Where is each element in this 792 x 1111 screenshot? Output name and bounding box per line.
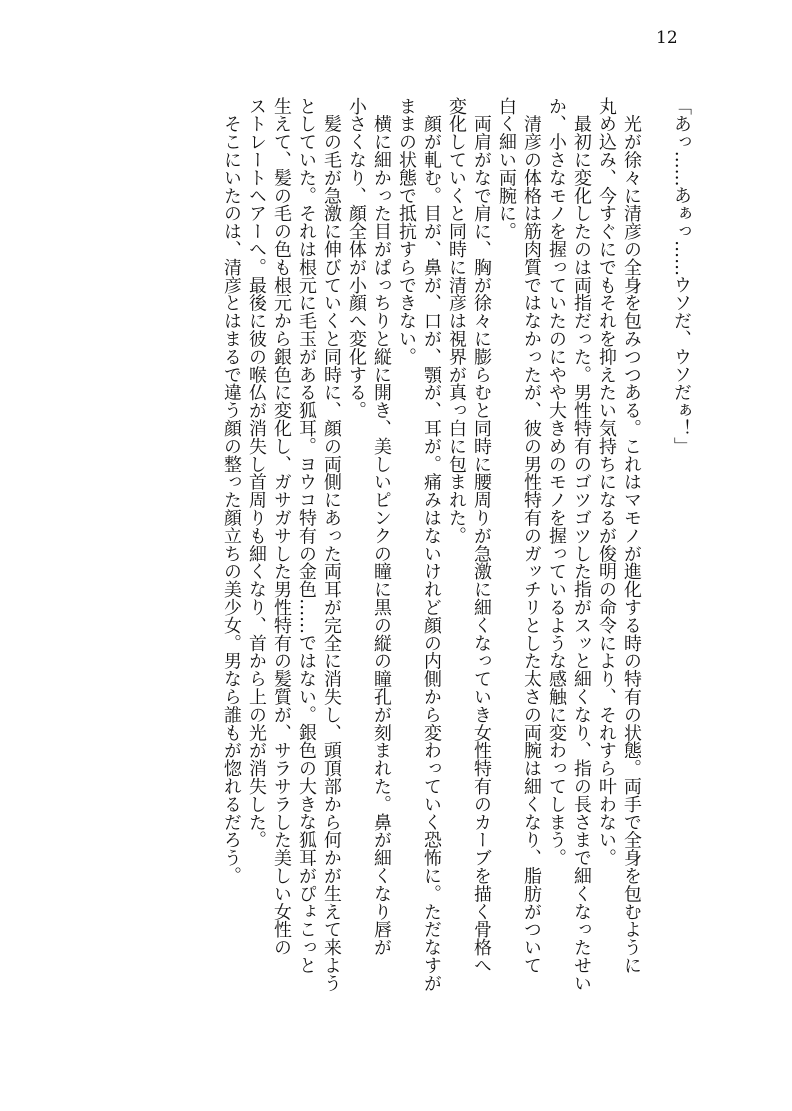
text-line: 最初に変化したのは両指だった。男性特有のゴツゴツした指がスッと細くなり、指の長さまで細くなったせい: [571, 97, 592, 992]
text-line: 光が徐々に清彦の全身を包みつつある。これはマモノが進化する時の特有の状態。両手で全身を包むように: [621, 97, 642, 975]
text-line: 清彦の体格は筋肉質ではなかったが、彼の男性特有のガッチリとした太さの両腕は細くなり、脂肪がついて: [521, 97, 542, 975]
text-line: 髪の毛が急激に伸びていくと同時に、顔の両側にあった両耳が完全に消失し、頭頂部から何かが生えて来よう: [321, 97, 342, 992]
text-line: 「あっ……あぁっ……ウソだ、ウソだぁ！」: [671, 97, 692, 455]
text-line: としていた。それは根元に毛玉がある狐耳。ヨウコ特有の金色……ではない。銀色の大きな狐耳がぴょこっと: [296, 97, 317, 975]
text-line: か、小さなモノを握っていたのにやや大きめのモノを握っているような感触に変わってしまう。: [546, 97, 567, 867]
page-number: 12: [656, 28, 678, 48]
text-line: 白く細い両腕に。: [496, 97, 517, 241]
text-line: 変化していくと同時に清彦は視界が真っ白に包まれた。: [446, 97, 467, 545]
text-line: ストレートヘアーへ。最後に彼の喉仏が消失し首周りも細くなり、首から上の光が消失した。: [246, 97, 267, 849]
text-line: 小さくなり、顔全体が小顔へ変化する。: [346, 97, 367, 420]
text-line: 両肩がなで肩に、胸が徐々に膨らむと同時に腰周りが急激に細くなっていき女性特有のカーブを描く骨格へ: [471, 97, 492, 975]
text-line: 顔が軋む。目が、鼻が、口が、顎が、耳が。痛みはないけれど顔の内側から変わっていく恐怖に。ただなすが: [421, 97, 442, 992]
text-line: 丸め込み、今すぐにでもそれを抑えたい気持ちになるが俊明の命令により、それすら叶わない。: [596, 97, 617, 867]
vertical-text-body: [219, 97, 694, 992]
text-line: 横に細かった目がぱっちりと縦に開き、美しいピンクの瞳に黒の縦の瞳孔が刻まれた。鼻が細くなり唇が: [371, 97, 392, 957]
blank-line: [644, 97, 669, 987]
text-line: 生えて、髪の毛の色も根元から銀色に変化し、ガサガサした男性特有の髪質が、サラサラした美しい女性の: [271, 97, 292, 957]
text-line: そこにいたのは、清彦とはまるで違う顔の整った顔立ちの美少女。男なら誰もが惚れるだろう。: [221, 97, 242, 885]
text-line: ままの状態で抵抗すらできない。: [396, 97, 417, 366]
